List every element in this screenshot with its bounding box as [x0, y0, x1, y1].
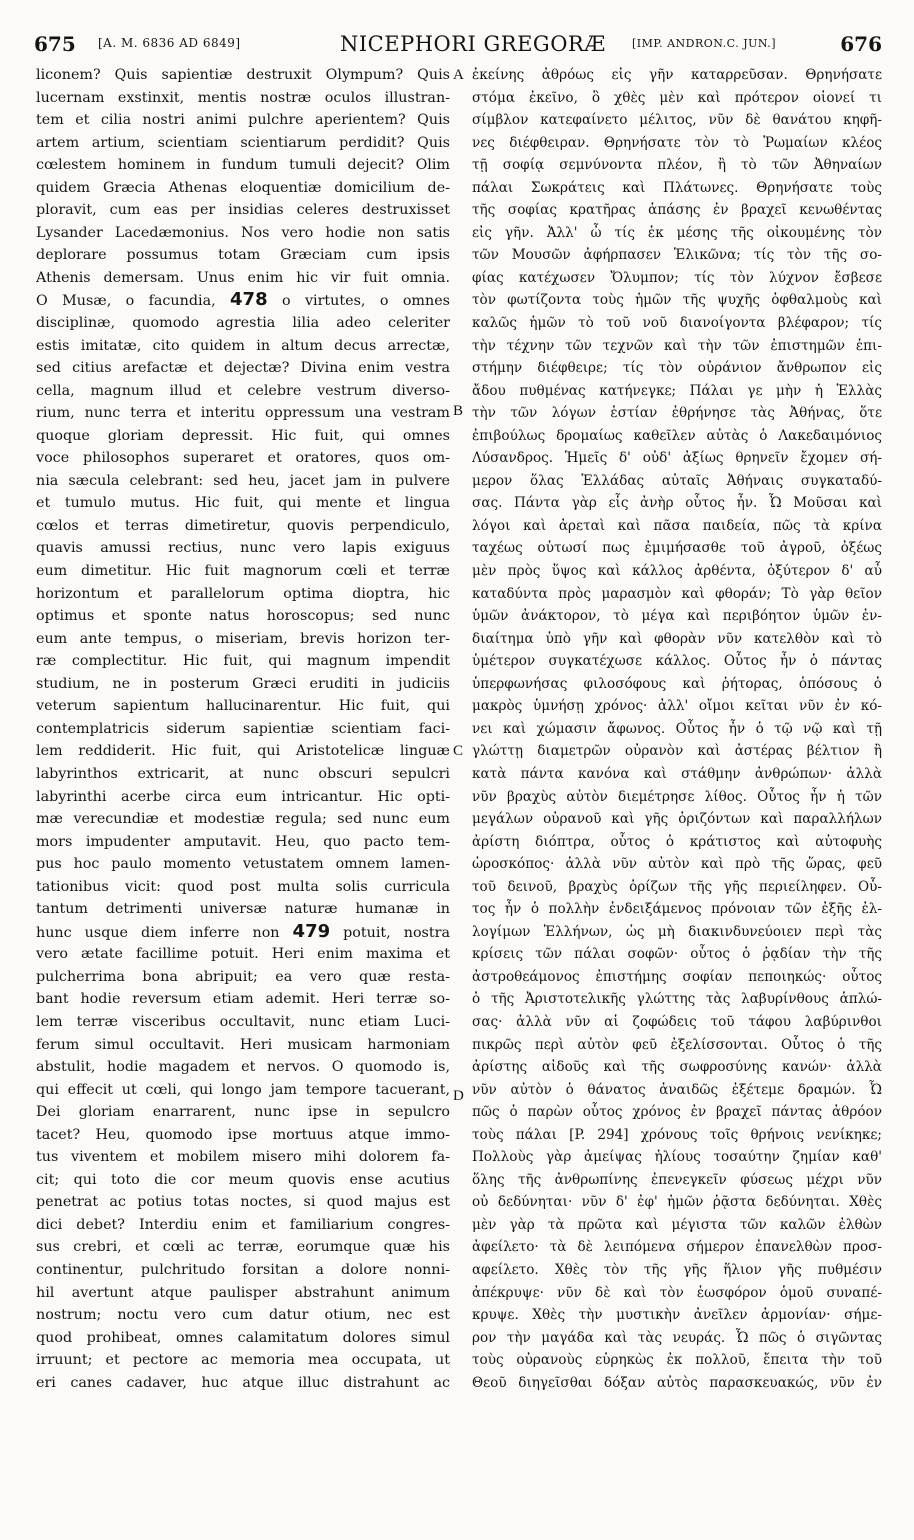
running-title: NICEPHORI GREGORÆ	[340, 32, 606, 56]
running-header	[34, 32, 882, 62]
latin-text-line: rium, nunc terra et interitu oppressum una vestram	[36, 405, 450, 422]
latin-text-line: quod prohibeat, omnes calamitatum dolores simul	[36, 1329, 450, 1346]
greek-text-line: ὑπερφωνήσας φιλοσόφους καὶ ῥήτορας, ὁπόσους ὁ	[472, 675, 882, 692]
greek-text-line: σας· ἀλλὰ νῦν αἱ ζοφώδεις τοῦ τάφου λαβύρινθοι	[472, 1013, 882, 1030]
greek-text-line: πῶς ὁ παρὼν οὗτος χρόνος ἐν βραχεῖ πάντας ἀθρόον	[472, 1104, 882, 1121]
latin-text-line: tem et cilia nostri animi pulchre aperientem? Quis	[36, 112, 450, 129]
latin-text-line: eri canes cadaver, huc atque illuc distrahunt ac	[36, 1374, 450, 1391]
greek-text-line: κατὰ πάντα κανόνα καὶ στάθμην ἀνθρώπων· ἀλλὰ	[472, 765, 882, 782]
section-marker-c: C	[453, 743, 464, 759]
greek-text-line: ρον τὴν μαγάδα καὶ τὰς νευράς. Ὦ πῶς ὁ σιγῶντας	[472, 1329, 882, 1346]
section-marker-a: A	[453, 67, 464, 83]
latin-text-line: mæ verecundiæ et modestiæ regula; sed nunc eum	[36, 811, 450, 828]
greek-column	[472, 64, 882, 1394]
greek-text-line: μὲν γὰρ τὰ πρῶτα καὶ μέγιστα τῶν καλῶν ἐλθὼν	[472, 1216, 882, 1233]
latin-text-line: hil avertunt atque paulisper abstrahunt animum	[36, 1284, 450, 1301]
latin-text-line: nia sæcula celebrant: sed heu, jacet jam in pulvere	[36, 472, 450, 489]
left-date-note: [A. M. 6836 AD 6849]	[98, 36, 241, 50]
greek-text-line: ἀρίστης αἰδοῦς καὶ τῆς σωφροσύνης κανών· ἀλλὰ	[472, 1059, 882, 1076]
latin-text-line: optimus et sponte natus horoscopus; sed nunc	[36, 608, 450, 625]
latin-text-line: lem terræ visceribus occultavit, nunc etiam Luci-	[36, 1013, 450, 1030]
greek-text-line: Θεοῦ διηγεῖσθαι δόξαν αὐτὸς παρασκευακώς, νῦν ἐν	[472, 1374, 882, 1391]
latin-text-line: labyrinthi acerbe circa eum intricantur. Hic opti-	[36, 788, 450, 805]
greek-text-line: οὐ δεδύνηται· νῦν δ' ἐφ' ἡμῶν ῥᾷστα δεδύνηται. Χθὲς	[472, 1194, 882, 1211]
greek-text-line: τῆς σοφίας κρατῆρας ἁπάσης ἐν βραχεῖ κενωθέντας	[472, 202, 882, 219]
latin-text-line: qui effecit ut cœli, qui longo jam tempore tacuerant,	[36, 1081, 450, 1098]
latin-text-line: Lysander Lacedæmonius. Nos vero hodie non satis	[36, 224, 450, 241]
greek-text-line: εἰς γῆν. Ἀλλ' ὦ τίς ἐκ μέσης τῆς οἰκουμένης τὸν	[472, 224, 882, 241]
latin-text-line: abstulit, hodie magadem et nervos. O quomodo is,	[36, 1059, 450, 1076]
latin-text-line: tacet? Heu, quomodo ipse mortuus atque immo-	[36, 1126, 450, 1143]
greek-text-line: ἀπέκρυψε· νῦν δὲ καὶ τὸν ἑωσφόρον ὁμοῦ συναπέ-	[472, 1284, 882, 1301]
greek-text-line: πικρῶς περὶ αὐτὸν φεῦ ἐξελίσσονται. Οὗτος ὁ τῆς	[472, 1036, 882, 1053]
greek-text-line: καταδύντα πρὸς μαρασμὸν καὶ φθοράν; Τὸ γὰρ θεῖον	[472, 585, 882, 602]
latin-text-line: penetrat ac potius totas noctes, si quod majus est	[36, 1194, 450, 1211]
latin-text-line: deplorare possumus totam Græciam cum ipsis	[36, 247, 450, 264]
greek-text-line: ἀφείλετο· τὰ δὲ λειπόμενα σήμερον ἐπανελθὼν προσ-	[472, 1239, 882, 1256]
greek-text-line: νες διέφθειραν. Θρηνήσατε τὸν τὸ Ῥωμαίων κλέος	[472, 134, 882, 151]
latin-text-line: studium, ne in posterum Græci eruditi in judiciis	[36, 675, 450, 692]
latin-text-line: labyrinthos extricarit, at nunc obscuri sepulcri	[36, 765, 450, 782]
latin-text-line: ræ complectitur. Hic fuit, qui magnum impendit	[36, 653, 450, 670]
left-page-number: 675	[34, 32, 76, 56]
latin-text-line: contemplatricis siderum sapientiæ scientiam faci-	[36, 720, 450, 737]
latin-text-line: nostrum; noctu vero cum datur otium, nec est	[36, 1307, 450, 1324]
greek-text-line: τὴν τῶν λόγων ἑστίαν ἐθρήνησε τὰς Ἀθήνας, ὅτε	[472, 405, 882, 422]
greek-text-line: στόμα ἐκεῖνο, ὃ χθὲς μὲν καὶ πρότερον οἱονεί τι	[472, 89, 882, 106]
greek-text-line: ἐκείνης ἀθρόως εἰς γῆν καταρρεῦσαν. Θρηνήσατε	[472, 67, 882, 83]
greek-text-line: φίας κατέχωσεν Ὄλυμπον; τίς τὸν λύχνον ἔσβεσε	[472, 269, 882, 286]
latin-text-line: dici debet? Interdiu enim et familiarium congres-	[36, 1216, 450, 1233]
greek-text-line: ἐπιβούλως δρομαίως καθεῖλεν αὐτὰς ὁ Λακεδαιμόνιος	[472, 427, 882, 444]
latin-text-line: voce philosophos superaret et oratores, quos om-	[36, 450, 450, 467]
latin-text-line: tus viventem et mobilem misero mihi dolorem fa-	[36, 1149, 450, 1166]
latin-text-line: disciplinæ, quomodo agrestia lilia adeo celeriter	[36, 315, 450, 332]
greek-text-line: ἀστροθεάμονος ἐπιστήμης σοφίαν πεποιηκώς· οὗτος	[472, 968, 882, 985]
right-page-number: 676	[840, 32, 882, 56]
latin-text-line: cit; qui toto die cor meum quovis ense acutius	[36, 1171, 450, 1188]
greek-text-line: διαίτημα ὑπὸ γῆν καὶ φθορὰν νῦν κατελθὸν καὶ τὸ	[472, 630, 882, 647]
greek-text-line: νῦν αὐτὸν ὁ θάνατος ἀναιδῶς ἐξέτεμε δραμών. Ὦ	[472, 1081, 882, 1098]
section-marker-d: D	[453, 1088, 464, 1104]
latin-text-line: liconem? Quis sapientiæ destruxit Olympum? Quis	[36, 67, 450, 83]
greek-text-line: τοὺς πάλαι [P. 294] χρόνους τοῖς θρήνοις νενίκηκε;	[472, 1126, 882, 1143]
latin-text-line: Dei gloriam enarrarent, nunc ipse in sepulcro	[36, 1104, 450, 1121]
greek-text-line: τὴν τέχνην τῶν τεχνῶν καὶ τὴν τῶν ἐπιστημῶν ἐπι-	[472, 337, 882, 354]
latin-text-line: vero ætate facillime potuit. Heri enim maxima et	[36, 946, 450, 963]
latin-text-line: lem reddiderit. Hic fuit, qui Aristotelicæ linguæ	[36, 743, 450, 760]
latin-text-line: ploravit, cum eas per insidias celeres destruxisset	[36, 202, 450, 219]
latin-text-line: O Musæ, o facundia, 478 o virtutes, o omnes	[36, 289, 450, 311]
latin-text-line: sus crebri, et cœli ac terræ, eorumque quæ his	[36, 1239, 450, 1256]
latin-text-line: mors impudenter amputavit. Heu, quo pacto tem-	[36, 833, 450, 850]
greek-text-line: καλῶς ἡμῶν τὸ τοῦ νοῦ διανοίγοντα βλέφαρον; τίς	[472, 315, 882, 332]
greek-text-line: λόγοι καὶ ἀρεταὶ καὶ πᾶσα παιδεία, πῶς τὰ κρίνα	[472, 517, 882, 534]
latin-text-line: ferum simul occultavit. Heri musicam harmoniam	[36, 1036, 450, 1053]
greek-text-line: σας. Πάντα γὰρ εἷς ἀνὴρ οὗτος ἦν. Ὦ Μοῦσαι καὶ	[472, 495, 882, 512]
latin-text-line: hunc usque diem inferre non 479 potuit, nostra	[36, 920, 450, 942]
latin-text-line: pus hoc paulo momento vetustatem omnem lamen-	[36, 856, 450, 873]
greek-text-line: γλώττῃ διαμετρῶν οὐρανὸν καὶ ἀστέρας βέλτιον ἢ	[472, 743, 882, 760]
greek-text-line: ὡροσκόπος· ἀλλὰ νῦν αὐτὸν καὶ πρὸ τῆς ὥρας, φεῦ	[472, 856, 882, 873]
greek-text-line: ὑμέτερον συγκατέχωσε κάλλος. Οὗτος ἦν ὁ πάντας	[472, 653, 882, 670]
latin-column	[36, 64, 450, 1394]
latin-text-line: quoque gloriam depressit. Hic fuit, qui omnes	[36, 427, 450, 444]
greek-text-line: ἀρίστη διόπτρα, οὗτος ὁ κράτιστος καὶ αὐτοφυὴς	[472, 833, 882, 850]
greek-text-line: νῦν βραχὺς αὐτὸν διεμέτρησε λίθος. Οὗτος ἦν ἡ τῶν	[472, 788, 882, 805]
latin-text-line: estis imitatæ, cito quidem in altum decus arrectæ,	[36, 337, 450, 354]
latin-text-line: tantum detrimenti universæ naturæ humanæ in	[36, 901, 450, 918]
latin-text-line: artem artium, scientiam scientiarum perdidit? Quis	[36, 134, 450, 151]
greek-text-line: ὅλης τῆς ἀνθρωπίνης ἐπενεγκεῖν φύσεως μέχρι νῦν	[472, 1171, 882, 1188]
greek-text-line: Πολλοὺς γὰρ ἀμείψας ἡλίους τοσαύτην ζημίαν καθ'	[472, 1149, 882, 1166]
greek-text-line: μεγάλων οὐρανοῦ καὶ γῆς ὁριζόντων καὶ παραλλήλων	[472, 811, 882, 828]
latin-text-line: Athenis demersam. Unus enim hic vir fuit omnia.	[36, 269, 450, 286]
greek-text-line: σίμβλον κατεφαίνετο μέλιτος, νῦν δὲ θανάτου κηφῆ-	[472, 112, 882, 129]
latin-text-line: tationibus vicit: quod post multa solis curricula	[36, 878, 450, 895]
greek-text-line: τὸν φωτίζοντα τοὺς ἡμῶν τῆς ψυχῆς ὀφθαλμοὺς καὶ	[472, 292, 882, 309]
greek-text-line: μακρὸς ὑμνήσῃ χρόνος· ἀλλ' οἴμοι κεῖται νῦν ἐν κό-	[472, 698, 882, 715]
latin-text-line: continentur, pulchritudo forsitan a dolore nonni-	[36, 1261, 450, 1278]
greek-text-line: ἄδου πυθμένας κατήνεγκε; Πάλαι γε μὴν ἡ Ἑλλὰς	[472, 382, 882, 399]
latin-text-line: veterum sapientum hallucinarentur. Hic fuit, qui	[36, 698, 450, 715]
latin-text-line: cœlestem hominem in fundum tumuli dejecit? Olim	[36, 157, 450, 174]
latin-text-line: et tumulo mutus. Hic fuit, qui mente et lingua	[36, 495, 450, 512]
greek-text-line: αφείλετο. Χθὲς τὸν τῆς γῆς ἥλιον γῆς πυθμέσιν	[472, 1261, 882, 1278]
latin-text-line: quavis amussi rectius, nunc vero lapis exiguus	[36, 540, 450, 557]
greek-text-line: κρυψε. Χθὲς τὴν μυστικὴν ἀνεῖλεν ἁρμονίαν· σήμε-	[472, 1307, 882, 1324]
greek-text-line: κρίσεις τῶν πάλαι σοφῶν· οὗτος ὁ ῥᾳδίαν τὴν τῆς	[472, 946, 882, 963]
greek-text-line: στήμην διέφθειρε; τίς τὸν οὐράνιον ἄνθρωπον εἰς	[472, 360, 882, 377]
greek-text-line: ταχέως οὑτωσί πως ἐμιμήσασθε τοῦ ἀγροῦ, ὀξέως	[472, 540, 882, 557]
greek-text-line: τῶν Μουσῶν ἀφήρπασεν Ἑλικῶνα; τίς τὸν τῆς σο-	[472, 247, 882, 264]
section-marker-b: B	[453, 403, 464, 419]
greek-text-line: λογίμων Ἑλλήνων, ὡς μὴ διακινδυνεύοιεν περὶ τὰς	[472, 923, 882, 940]
greek-text-line: Λύσανδρος. Ἡμεῖς δ' οὐδ' ἀξίως θρηνεῖν ἔχομεν σή-	[472, 450, 882, 467]
latin-text-line: eum dimetitur. Hic fuit magnorum cœli et terræ	[36, 563, 450, 580]
latin-text-line: cœlos et terras dimetiretur, quovis perpendiculo,	[36, 517, 450, 534]
greek-text-line: τοῦ δεινοῦ, βραχὺς ὁρίζων τῆς γῆς περιείληφεν. Οὗ-	[472, 878, 882, 895]
latin-text-line: horizontum et parallelorum optima dioptra, hic	[36, 585, 450, 602]
greek-text-line: μὲν πρὸς ὕψος καὶ κάλλος ἀρθέντα, ὀξύτερον δ' αὖ	[472, 563, 882, 580]
right-reign-note: [IMP. ANDRON.C. JUN.]	[632, 37, 777, 50]
latin-text-line: pulcherrima bona abripuit; ea vero quæ resta-	[36, 968, 450, 985]
latin-text-line: sed citius arefactæ et dejectæ? Divina enim vestra	[36, 360, 450, 377]
latin-text-line: bant hodie reversum etiam ademit. Heri terræ so-	[36, 991, 450, 1008]
latin-text-line: lucernam exstinxit, mentis nostræ oculos illustran-	[36, 89, 450, 106]
latin-text-line: cella, magnum illud et celebre vestrum diverso-	[36, 382, 450, 399]
latin-text-line: quidem Græcia Athenas eloquentiæ domicilium de-	[36, 179, 450, 196]
greek-text-line: τος ἦν ὁ πολλὴν ἐνδειξάμενος πρόνοιαν τῶν ἐξῆς ἐλ-	[472, 901, 882, 918]
greek-text-line: ὑμῶν ἀνάκτορον, τὸ μέγα καὶ περιβόητον ὑμῶν ἐν-	[472, 608, 882, 625]
greek-text-line: τοὺς οὐρανοὺς εὑρηκὼς ἐκ πολλοῦ, ἔπειτα τὴν τοῦ	[472, 1352, 882, 1369]
latin-text-line: irruunt; et pectore ac memoria mea occupata, ut	[36, 1352, 450, 1369]
greek-text-line: τῇ σοφίᾳ σεμνύνοντα πλέον, ἢ τὸ τῶν Ἀθηναίων	[472, 157, 882, 174]
greek-text-line: μερον ὅλας Ἑλλάδας αὐταῖς Ἀθήναις συγκαταδύ-	[472, 472, 882, 489]
greek-text-line: ὁ τῆς Ἀριστοτελικῆς γλώττης τὰς λαβυρίνθους ἁπλώ-	[472, 991, 882, 1008]
greek-text-line: πάλαι Σωκράτεις καὶ Πλάτωνες. Θρηνήσατε τοὺς	[472, 179, 882, 196]
latin-text-line: eum ante tempus, o miseriam, brevis horizon ter-	[36, 630, 450, 647]
greek-text-line: νει καὶ χώμασιν ἄφωνος. Οὗτος ἦν ὁ τῷ νῷ καὶ τῇ	[472, 720, 882, 737]
